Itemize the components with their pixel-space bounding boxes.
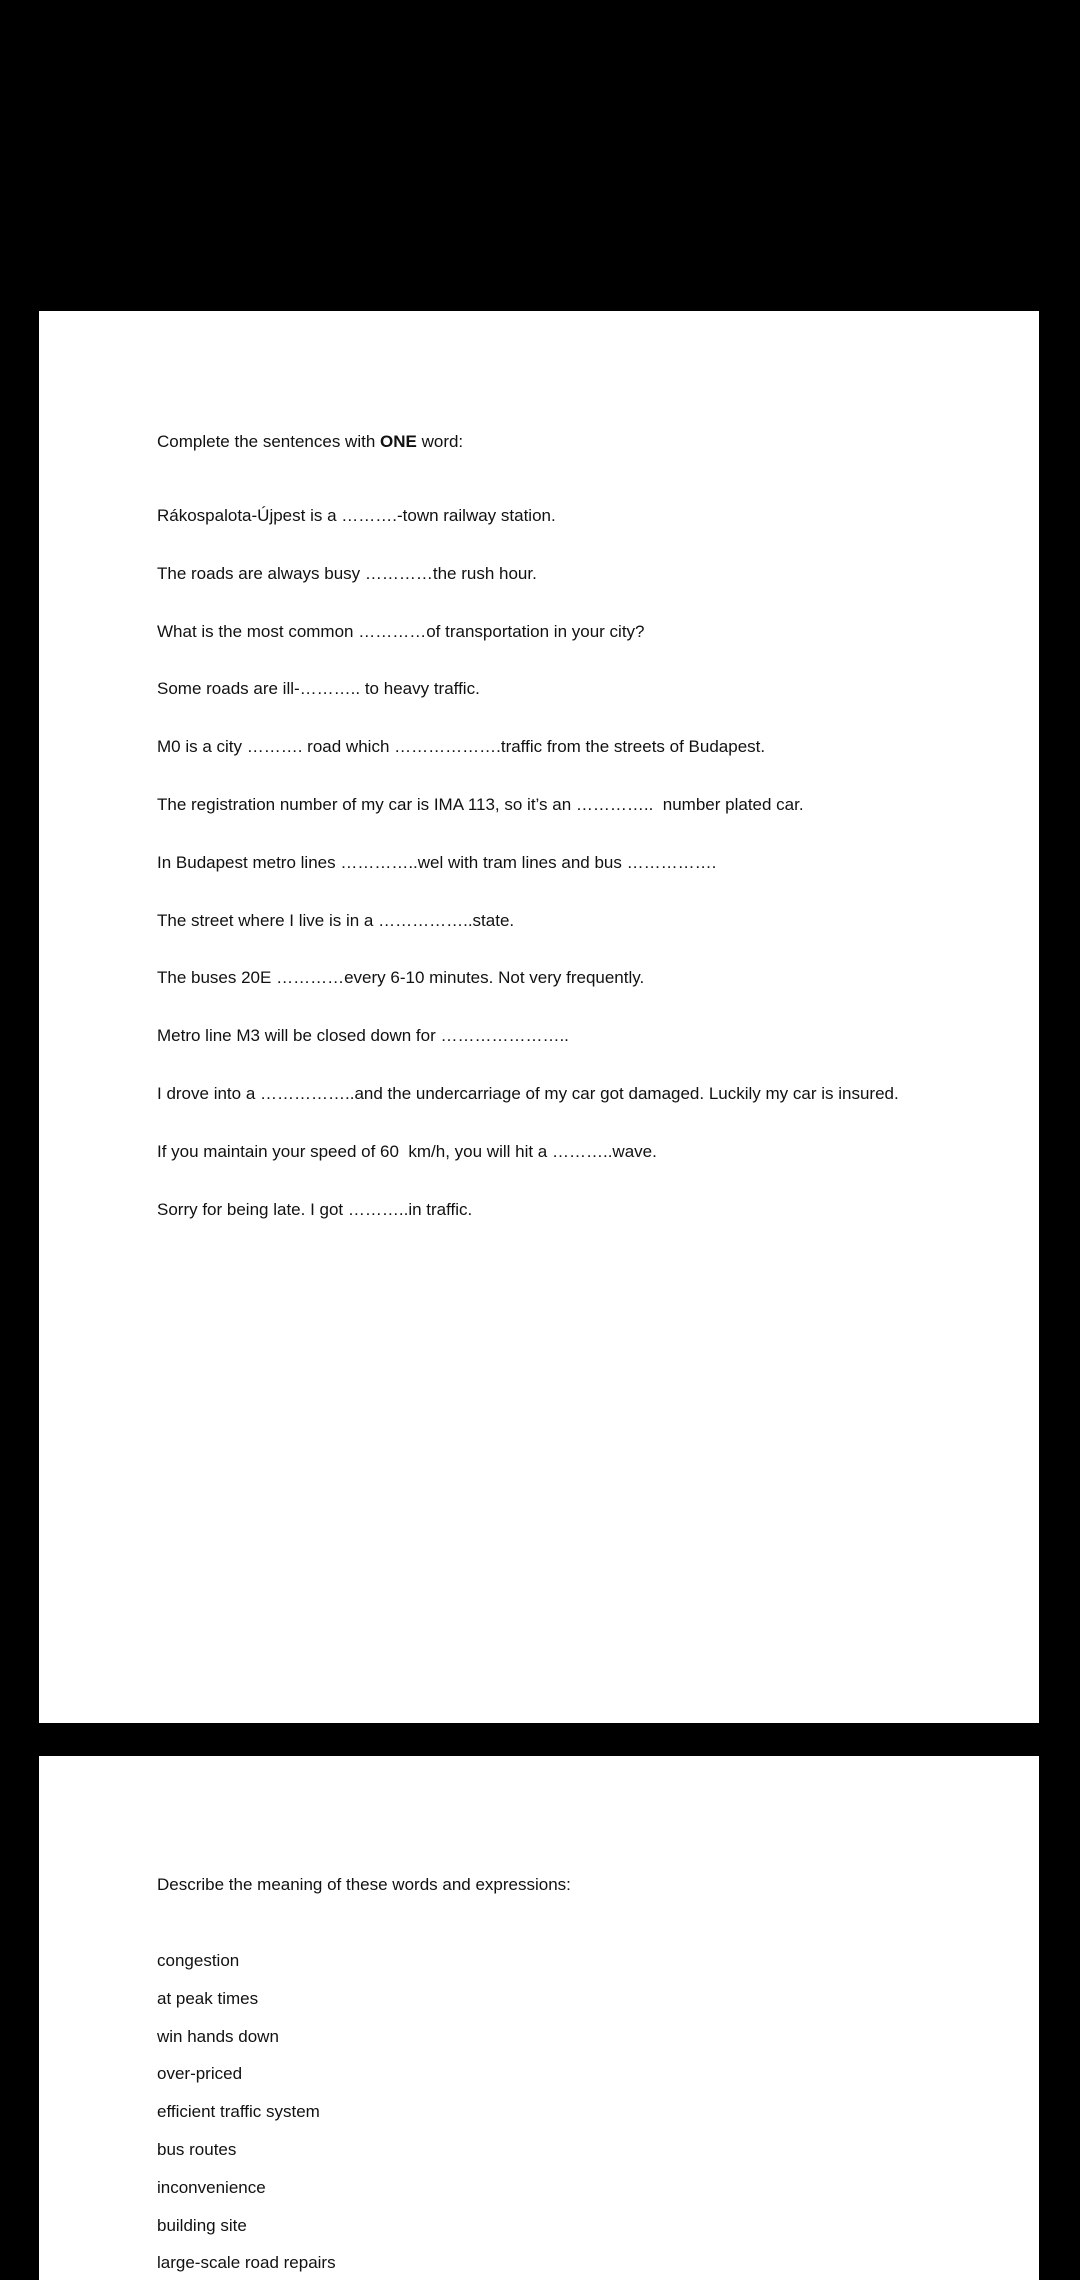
term-item: bus routes [157, 2139, 237, 2159]
exercise-1 [157, 431, 999, 1256]
sentence-item: The street where I live is in a ……………..state. [157, 910, 515, 930]
term-item: win hands down [157, 2026, 279, 2046]
worksheet-page-1 [39, 311, 1039, 1723]
sentence-item: If you maintain your speed of 60 km/h, you will hit a ………..wave. [157, 1141, 657, 1161]
worksheet-page-2 [39, 1756, 1039, 2280]
term-list [157, 1950, 999, 2274]
term-item: at peak times [157, 1988, 259, 2008]
exercise-2-instruction: Describe the meaning of these words and expressions: [157, 1875, 571, 1894]
sentence-item: The roads are always busy …………the rush hour. [157, 563, 537, 583]
exercise-1-instruction [157, 431, 999, 453]
sentence-item: M0 is a city ………. road which ……………….traffic from the streets of Budapest. [157, 737, 766, 757]
sentence-item: What is the most common …………of transportation in your city? [157, 621, 645, 641]
term-item: congestion [157, 1951, 240, 1970]
term-item: over-priced [157, 2064, 243, 2084]
sentence-item: In Budapest metro lines …………..wel with tram lines and bus ……………. [157, 852, 717, 872]
instruction-text-start: Complete the sentences with [157, 432, 381, 451]
sentence-item: Sorry for being late. I got ………..in traffic. [157, 1199, 473, 1219]
term-item: inconvenience [157, 2177, 266, 2197]
sentence-item: Metro line M3 will be closed down for ………………….. [157, 1026, 569, 1046]
sentence-item: The buses 20E …………every 6-10 minutes. Not very frequently. [157, 968, 645, 988]
term-item: efficient traffic system [157, 2102, 320, 2122]
instruction-text-end: word: [416, 432, 464, 451]
sentence-item: Rákospalota-Újpest is a ……….-town railway station. [157, 506, 556, 525]
sentence-item: Some roads are ill-……….. to heavy traffic. [157, 679, 480, 699]
exercise-2 [157, 1874, 999, 2280]
sentence-item: The registration number of my car is IMA 113, so it’s an ………….. number plated car. [157, 794, 804, 814]
term-item: large-scale road repairs [157, 2253, 336, 2273]
sentence-item: I drove into a ……………..and the undercarriage of my car got damaged. Luckily my car is insured. [157, 1083, 899, 1103]
term-item: building site [157, 2215, 247, 2235]
sentence-list [157, 505, 999, 1221]
instruction-bold-word: ONE [380, 432, 417, 451]
